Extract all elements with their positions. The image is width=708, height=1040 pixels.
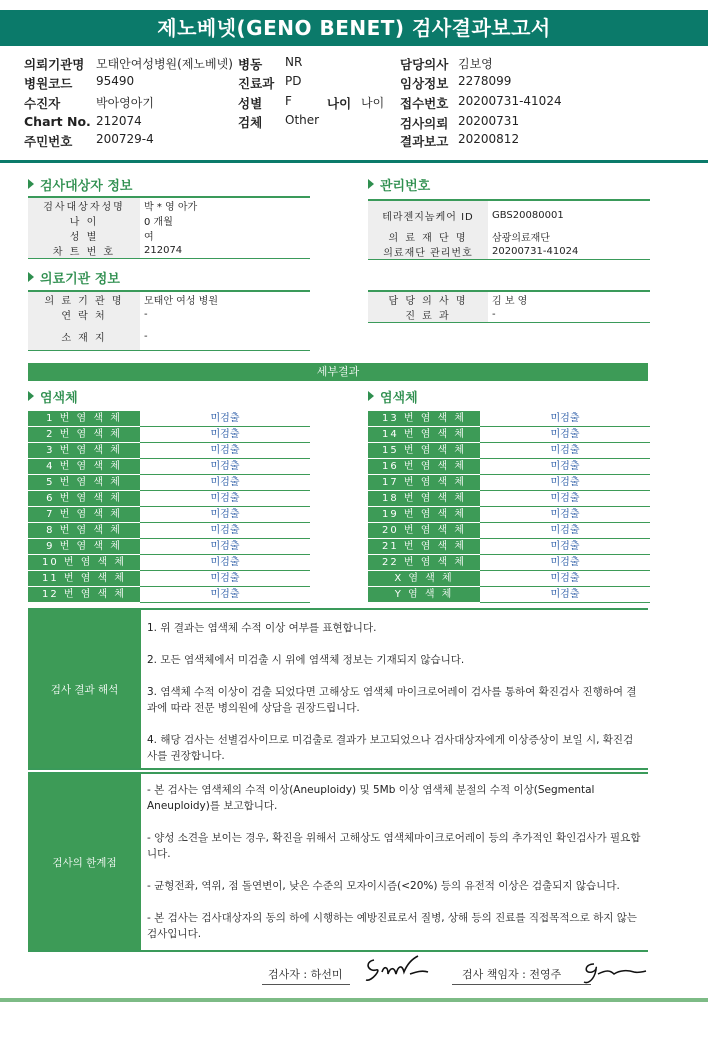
chromosome-result: 미검출 (480, 539, 650, 555)
interpretation-text (141, 610, 648, 768)
arrow-right-icon (368, 391, 374, 401)
limits-item: - 양성 소견을 보이는 경우, 확진을 위해서 고해상도 염색체마이크로어레이 등의 추가적인 확인검사가 필요합니다. (147, 832, 641, 860)
header-value: 200729-4 (96, 132, 154, 146)
institution-table (28, 290, 310, 351)
limits-item: - 본 검사는 검사대상자의 동의 하에 시행하는 예방진료로서 질병, 상해 등의 진료를 직접목적으로 하지 않는 검사입니다. (147, 912, 638, 940)
age-field: 나이 (327, 96, 352, 111)
header-field: 임상정보 (400, 76, 449, 91)
chromosome-name: 21 번 염 색 체 (368, 539, 480, 555)
header-value: F (285, 94, 292, 108)
section-title-management: 관리번호 (368, 175, 430, 194)
chromosome-result: 미검출 (480, 523, 650, 539)
limits-item: - 본 검사는 염색체의 수적 이상(Aneuploidy) 및 5Mb 이상 염색체 분절의 수적 이상(Segmental Aneuploidy)를 보고합니다. (147, 784, 595, 812)
chromosome-row (368, 475, 650, 491)
table-row: 의 료 재 단 명 삼광의료재단 (368, 229, 650, 244)
chromosome-row (28, 427, 310, 443)
chromosome-row (28, 523, 310, 539)
chromosome-result: 미검출 (140, 571, 310, 587)
chromosome-row (28, 443, 310, 459)
table-row: 의료재단 관리번호 20200731-41024 (368, 244, 650, 260)
limits-text (141, 774, 648, 950)
interpretation-item: 1. 위 결과는 염색체 수적 이상 여부를 표현합니다. (147, 622, 377, 634)
table-row: 의 료 기 관 명 모태안 여성 병원 (28, 291, 310, 307)
chromosome-result: 미검출 (480, 555, 650, 571)
detail-result-bar: 세부결과 (28, 363, 648, 381)
header-value: 모태안여성병원(제노베넷) (96, 57, 233, 71)
chromosome-result: 미검출 (480, 427, 650, 443)
limits-label: 검사의 한계점 (28, 774, 141, 950)
limits-block (28, 772, 648, 952)
chromosome-row (368, 539, 650, 555)
chromosome-row (368, 491, 650, 507)
header-value: 김보영 (458, 57, 493, 71)
chromosome-result: 미검출 (140, 555, 310, 571)
chromosome-row (368, 587, 650, 603)
chromosome-result: 미검출 (140, 491, 310, 507)
chromosome-name: 18 번 염 색 체 (368, 491, 480, 507)
header-field: Chart No. (24, 114, 91, 129)
chromosome-result: 미검출 (480, 507, 650, 523)
table-row: 테라젠지놈케어 ID GBS20080001 (368, 200, 650, 229)
arrow-right-icon (28, 272, 34, 282)
chromosome-name: Y 염 색 체 (368, 587, 480, 603)
header-value: 20200812 (458, 132, 520, 146)
header-value: 2278099 (458, 74, 512, 88)
header-value: 박아영아기 (96, 96, 154, 110)
chromosome-row (28, 491, 310, 507)
supervisor-signature-line: 검사 책임자 : 전영주 (452, 966, 591, 985)
management-table (368, 199, 650, 260)
header-field: 접수번호 (400, 96, 449, 111)
header-field: 주민번호 (24, 134, 73, 149)
chromosome-name: X 염 색 체 (368, 571, 480, 587)
table-row: 검사대상자성명 박 * 영 아가 (28, 197, 310, 213)
tester-signature-line: 검사자 : 하선미 (262, 966, 350, 985)
chromosome-name: 7 번 염 색 체 (28, 507, 140, 523)
header-field: 성별 (238, 96, 263, 111)
chromosome-result: 미검출 (480, 411, 650, 427)
section-title-chromosome-right: 염색체 (368, 387, 418, 406)
chromosome-row (368, 443, 650, 459)
chromosome-result: 미검출 (480, 491, 650, 507)
interpretation-item: 2. 모든 염색체에서 미검출 시 위에 염색체 정보는 기재되지 않습니다. (147, 654, 465, 666)
chromosome-name: 16 번 염 색 체 (368, 459, 480, 475)
interpretation-label: 검사 결과 해석 (28, 610, 141, 768)
chromosome-name: 12 번 염 색 체 (28, 587, 140, 603)
chromosome-row (28, 507, 310, 523)
chromosome-result: 미검출 (140, 443, 310, 459)
chromosome-result: 미검출 (140, 427, 310, 443)
interpretation-item: 3. 염색체 수적 이상이 검출 되었다면 고해상도 염색체 마이크로어레이 검사를 통하여 확진검사 진행하여 결과에 따라 전문 병의원에 상담을 권장드립니다. (147, 686, 637, 714)
chromosome-name: 8 번 염 색 체 (28, 523, 140, 539)
chromosome-name: 9 번 염 색 체 (28, 539, 140, 555)
arrow-right-icon (28, 179, 34, 189)
header-field: 담당의사 (400, 57, 449, 72)
chromosome-row (28, 459, 310, 475)
chromosome-row (28, 539, 310, 555)
chromosome-row (368, 555, 650, 571)
table-row: 소 재 지 - (28, 322, 310, 351)
chromosome-row (368, 411, 650, 427)
chromosome-result: 미검출 (140, 507, 310, 523)
table-row: 담 당 의 사 명 김 보 영 (368, 291, 650, 307)
header-field: 병동 (238, 57, 263, 72)
limits-item: - 균형전좌, 역위, 점 돌연변이, 낮은 수준의 모자이시즘(<20%) 등의 유전적 이상은 검출되지 않습니다. (147, 880, 620, 892)
header-value: PD (285, 74, 302, 88)
header-field: 병원코드 (24, 76, 73, 91)
section-title-institution: 의료기관 정보 (28, 268, 120, 287)
chromosome-result: 미검출 (140, 475, 310, 491)
section-title-subject: 검사대상자 정보 (28, 175, 132, 194)
supervisor-signature (580, 958, 650, 988)
chromosome-result: 미검출 (480, 443, 650, 459)
header-value: 20200731-41024 (458, 94, 562, 108)
arrow-right-icon (28, 391, 34, 401)
arrow-right-icon (368, 179, 374, 189)
chromosome-name: 15 번 염 색 체 (368, 443, 480, 459)
interpretation-block (28, 608, 648, 770)
report-title: 제노베넷(GENO BENET) 검사결과보고서 (0, 10, 708, 46)
chromosome-row (368, 427, 650, 443)
header-value: 95490 (96, 74, 135, 88)
chromosome-result: 미검출 (140, 459, 310, 475)
chromosome-row (368, 507, 650, 523)
chromosome-name: 6 번 염 색 체 (28, 491, 140, 507)
chromosome-result: 미검출 (480, 459, 650, 475)
header-field: 진료과 (238, 76, 275, 91)
institution-right-table (368, 290, 650, 323)
chromosome-row (28, 587, 310, 603)
interpretation-item: 4. 해당 검사는 선별검사이므로 미검출로 결과가 보고되었으나 검사대상자에게 이상증상이 보일 시, 확진검사를 권장합니다. (147, 734, 634, 762)
chromosome-result: 미검출 (140, 539, 310, 555)
table-row: 나 이 0 개월 (28, 213, 310, 228)
chromosome-result: 미검출 (140, 411, 310, 427)
age-value: 나이 (361, 96, 385, 110)
header-value: 20200731 (458, 114, 520, 128)
chromosome-name: 13 번 염 색 체 (368, 411, 480, 427)
chromosome-table-right (368, 411, 650, 603)
chromosome-name: 17 번 염 색 체 (368, 475, 480, 491)
chromosome-row (368, 523, 650, 539)
header-field: 의뢰기관명 (24, 57, 85, 72)
chromosome-row (28, 555, 310, 571)
header-field: 수진자 (24, 96, 61, 111)
chromosome-name: 4 번 염 색 체 (28, 459, 140, 475)
chromosome-row (28, 475, 310, 491)
chromosome-name: 10 번 염 색 체 (28, 555, 140, 571)
chromosome-result: 미검출 (140, 523, 310, 539)
chromosome-row (368, 459, 650, 475)
footer-divider (0, 998, 708, 1002)
chromosome-row (28, 411, 310, 427)
chromosome-result: 미검출 (480, 587, 650, 603)
tester-signature (362, 952, 432, 986)
chromosome-name: 5 번 염 색 체 (28, 475, 140, 491)
header-divider (0, 160, 708, 163)
chromosome-name: 22 번 염 색 체 (368, 555, 480, 571)
chromosome-row (28, 571, 310, 587)
chromosome-name: 11 번 염 색 체 (28, 571, 140, 587)
table-row: 성 별 여 (28, 228, 310, 243)
chromosome-name: 19 번 염 색 체 (368, 507, 480, 523)
header-field: 결과보고 (400, 134, 449, 149)
table-row: 진 료 과 - (368, 307, 650, 323)
chromosome-name: 1 번 염 색 체 (28, 411, 140, 427)
chromosome-name: 3 번 염 색 체 (28, 443, 140, 459)
table-row: 연 락 처 - (28, 307, 310, 322)
chromosome-row (368, 571, 650, 587)
header-field: 검사의뢰 (400, 116, 449, 131)
header-value: Other (285, 113, 320, 127)
table-row: 차 트 번 호 212074 (28, 243, 310, 259)
chromosome-table-left (28, 411, 310, 603)
chromosome-name: 20 번 염 색 체 (368, 523, 480, 539)
header-value: NR (285, 55, 303, 69)
header-value: 212074 (96, 114, 142, 128)
chromosome-result: 미검출 (480, 571, 650, 587)
chromosome-name: 2 번 염 색 체 (28, 427, 140, 443)
chromosome-result: 미검출 (140, 587, 310, 603)
section-title-chromosome-left: 염색체 (28, 387, 78, 406)
subject-table (28, 196, 310, 259)
chromosome-result: 미검출 (480, 475, 650, 491)
chromosome-name: 14 번 염 색 체 (368, 427, 480, 443)
header-field: 검체 (238, 115, 263, 130)
